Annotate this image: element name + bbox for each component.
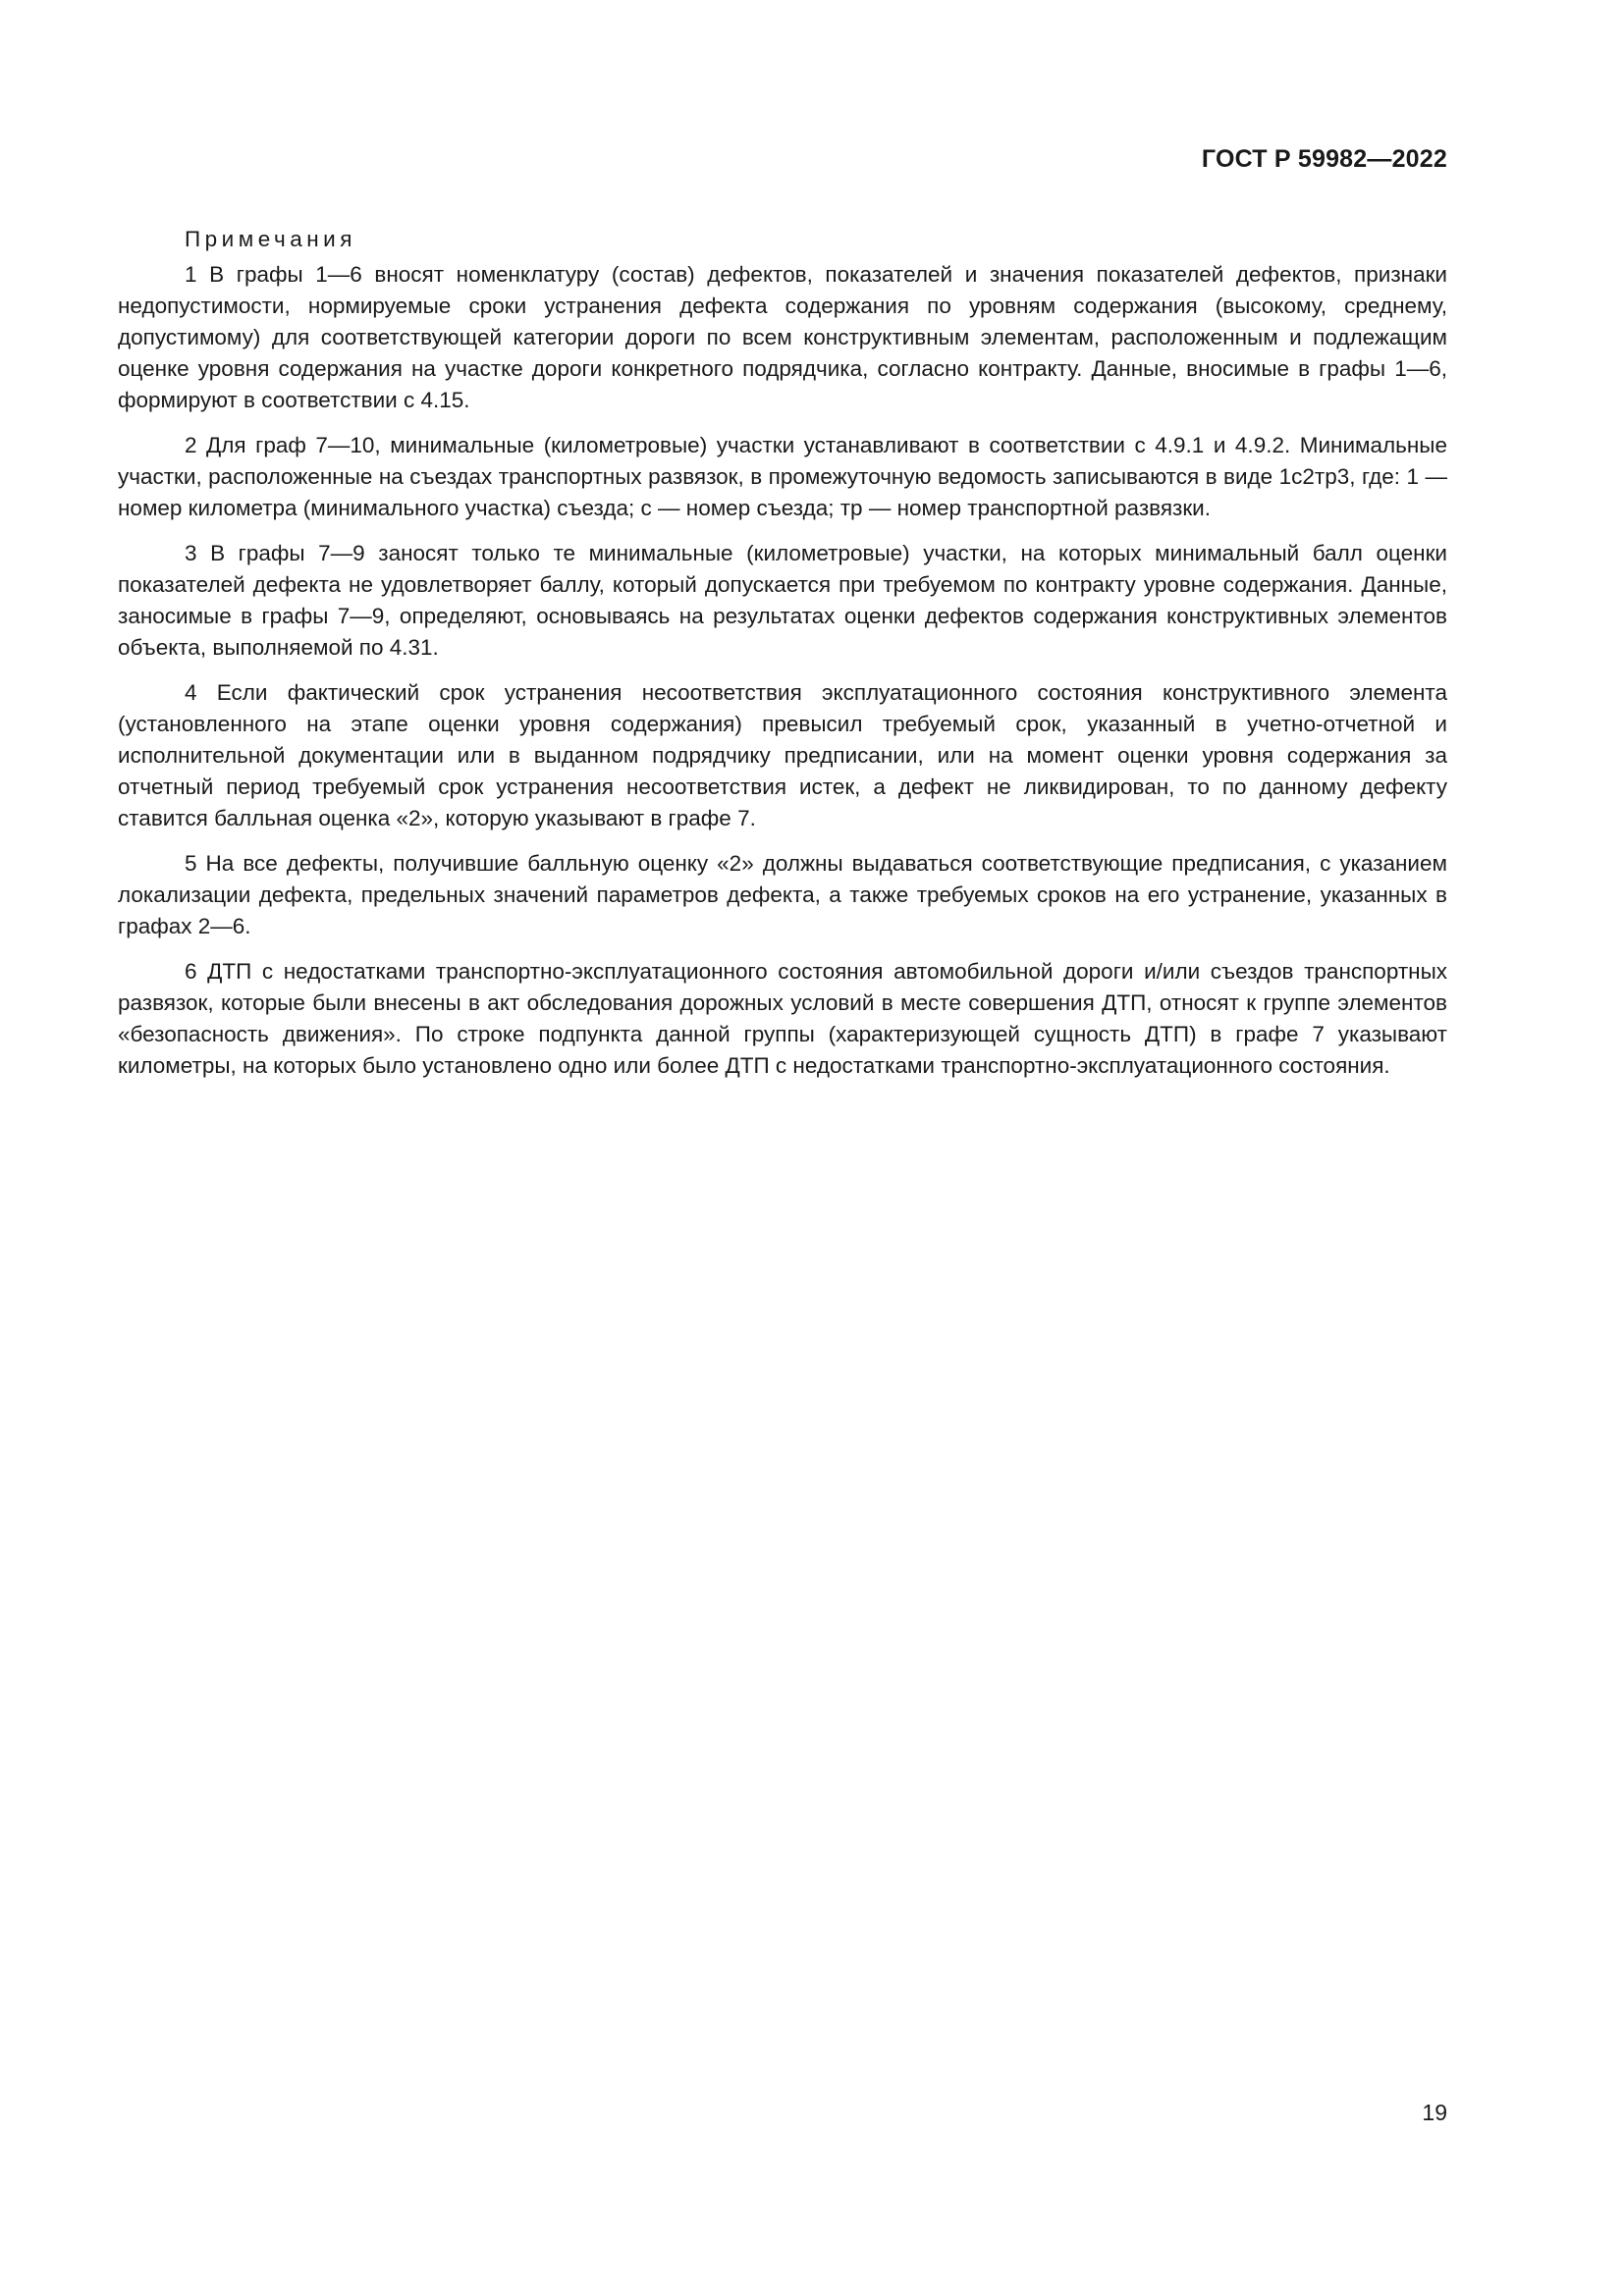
page-number: 19 xyxy=(1422,2100,1447,2125)
note-3: 3 В графы 7—9 заносят только те минимальные (километровые) участки, на которых минимальный балл оценки показателей дефекта не удовлетворяет баллу, который допускается при требуемом по контракту уровне содержания. Данные, заносимые в графы 7—9, определяют, основываясь на результатах оценки дефектов содержания конструктивных элементов объекта, выполняемой по 4.31. xyxy=(118,541,1447,660)
notes-title: Примечания xyxy=(185,227,356,251)
document-header xyxy=(1202,145,1447,174)
note-5: 5 На все дефекты, получившие балльную оценку «2» должны выдаваться соответствующие предписания, с указанием локализации дефекта, предельных значений параметров дефекта, а также требуемых сроков на его устранение, указанных в графах 2—6. xyxy=(118,851,1447,938)
note-4: 4 Если фактический срок устранения несоответствия эксплуатационного состояния конструктивного элемента (установленного на этапе оценки уровня содержания) превысил требуемый срок, указанный в учетно-отчетной и исполнительной документации или в выданном подрядчику предписании, или на момент оценки уровня содержания за отчетный период требуемый срок устранения несоответствия истек, а дефект не ликвидирован, то по данному дефекту ставится балльная оценка «2», которую указывают в графе 7. xyxy=(118,680,1447,830)
note-1: 1 В графы 1—6 вносят номенклатуру (состав) дефектов, показателей и значения показателей дефектов, признаки недопустимости, нормируемые сроки устранения дефекта содержания по уровням содержания (высокому, среднему, допустимому) для соответствующей категории дороги по всем конструктивным элементам, расположенным и подлежащим оценке уровня содержания на участке дороги конкретного подрядчика, согласно контракту. Данные, вносимые в графы 1—6, формируют в соответствии с 4.15. xyxy=(118,262,1447,412)
note-2: 2 Для граф 7—10, минимальные (километровые) участки устанавливают в соответствии с 4.9.1 и 4.9.2. Минимальные участки, расположенные на съездах транспортных развязок, в промежуточную ведомость записываются в виде 1с2тр3, где: 1 — номер километра (минимального участка) съезда; с — номер съезда; тр — номер транспортной развязки. xyxy=(118,433,1447,520)
note-6: 6 ДТП с недостатками транспортно-эксплуатационного состояния автомобильной дороги и/или съездов транспортных развязок, которые были внесены в акт обследования дорожных условий в месте совершения ДТП, относят к группе элементов «безопасность движения». По строке подпункта данной группы (характеризующей сущность ДТП) в графе 7 указывают километры, на которых было установлено одно или более ДТП с недостатками транспортно-эксплуатационного состояния. xyxy=(118,959,1447,1078)
standard-id: ГОСТ Р 59982—2022 xyxy=(1201,145,1447,173)
notes-section xyxy=(118,224,1447,1095)
